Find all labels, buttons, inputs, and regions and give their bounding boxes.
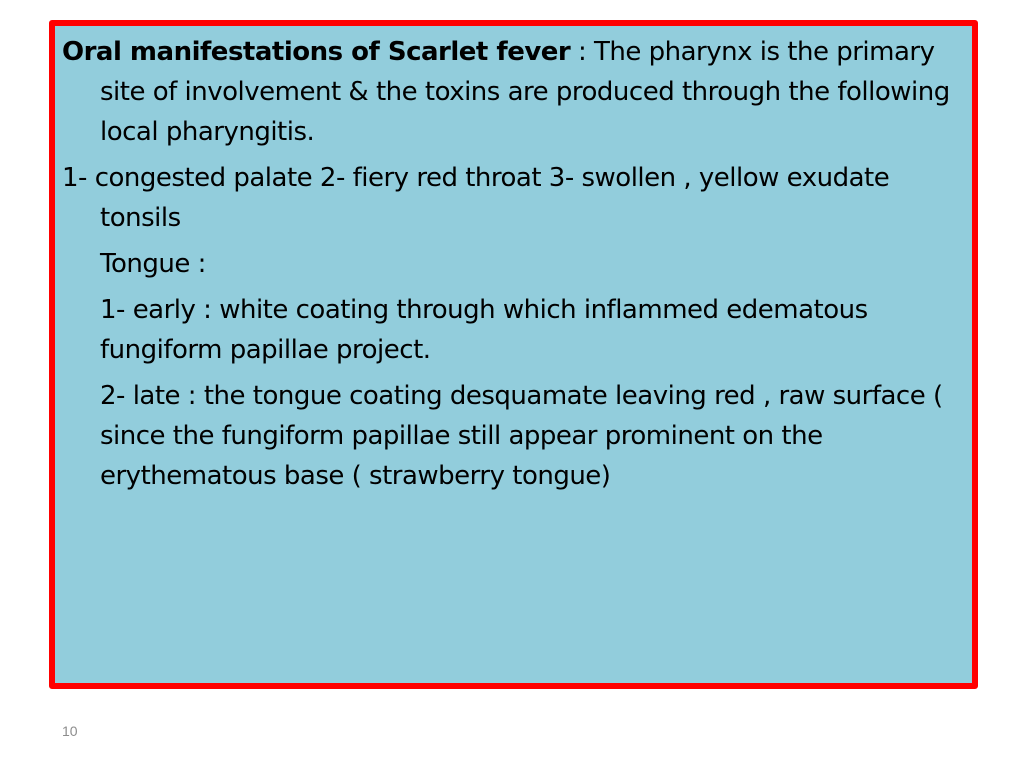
page-number: 10 bbox=[62, 723, 78, 739]
tongue-late-paragraph: 2- late : the tongue coating desquamate leaving red , raw surface ( since the fungiform papillae still appear prominent on the erythematous base ( strawberry tongue) bbox=[100, 381, 943, 491]
tongue-early-paragraph: 1- early : white coating through which inflammed edematous fungiform papillae project. bbox=[100, 295, 868, 365]
signs-paragraph: 1- congested palate 2- fiery red throat 3- swollen , yellow exudate tonsils bbox=[62, 163, 890, 233]
slide-heading: Oral manifestations of Scarlet fever bbox=[62, 37, 571, 67]
tongue-heading: Tongue : bbox=[100, 249, 206, 279]
slide-body bbox=[62, 32, 962, 502]
intro-paragraph bbox=[62, 32, 962, 152]
intro-text: : The pharynx is the primary site of involvement & the toxins are produced through the following local pharyngitis. bbox=[100, 37, 950, 147]
